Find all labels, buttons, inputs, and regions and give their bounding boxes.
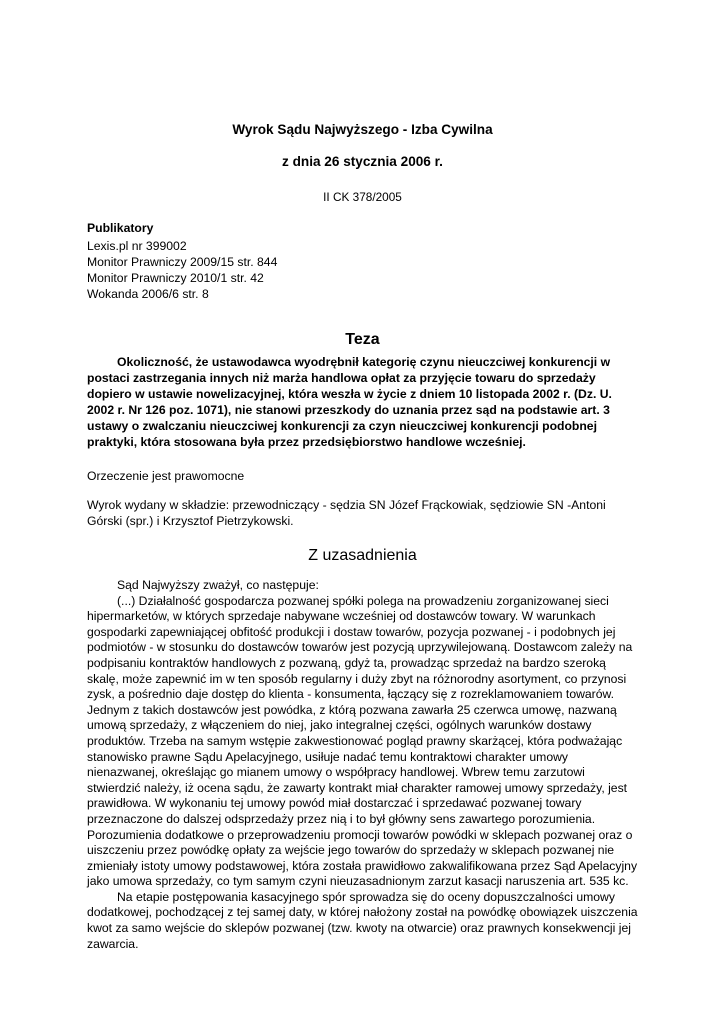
uzasadnienie-line: hipermarketów, w których sprzedaje nabywane wcześniej od dostawców towary. W warunkach xyxy=(87,609,596,624)
uzasadnienie-line: podmiotów - w stosunku do dostawców towarów jest pozycją uprzywilejowaną. Dostawcom zależy na xyxy=(87,640,633,655)
uzasadnienie-line: (...) Działalność gospodarcza pozwanej spółki polega na prowadzeniu zorganizowanej sieci xyxy=(117,593,609,608)
uzasadnienie-line: zmieniały istoty umowy podstawowej, która została prawidłowo zakwalifikowana przez Sąd Apelacyjny xyxy=(87,858,638,873)
teza-line: praktyki, która stosowana była przez przedsiębiorstwo handlowe wcześniej. xyxy=(87,435,526,449)
uzasadnienie-line: gospodarki zapewniającej obfitość produkcji i dostaw towarów, pozycja pozwanej - i podobnych jej xyxy=(87,624,616,639)
publikator-item: Lexis.pl nr 399002 xyxy=(87,239,187,253)
case-number: II CK 378/2005 xyxy=(323,190,402,204)
teza-line: 2002 r. Nr 126 poz. 1071), nie stanowi przeszkody do uznania przez sąd na podstawie art. 3 xyxy=(87,403,610,417)
publikatory-section xyxy=(87,220,647,302)
uzasadnienie-line: Na etapie postępowania kasacyjnego spór sprowadza się do oceny dopuszczalności umowy xyxy=(117,889,615,904)
uzasadnienie-line: kwot za samo wejście do sklepów pozwanej (tzw. kwoty na otwarcie) oraz prawnych konsekwencji jej xyxy=(87,921,631,936)
uzasadnienie-line: jako umowa sprzedaży, co tym samym czyni nieuzasadnionym zarzut kasacji naruszenia art. 535 kc. xyxy=(87,874,629,889)
sklad-section xyxy=(87,497,647,529)
uzasadnienie-line: przeznaczone do dalszej odsprzedaży przez nią i to był główny sens zawartego porozumienia. xyxy=(87,811,596,826)
uzasadnienie-line: produktów. Trzeba na samym wstępie zakwestionować pogląd prawny skarżącej, która podważając xyxy=(87,733,623,748)
publikatory-heading: Publikatory xyxy=(87,221,154,235)
orzeczenie-status: Orzeczenie jest prawomocne xyxy=(87,469,245,483)
document-date: z dnia 26 stycznia 2006 r. xyxy=(282,154,443,169)
teza-line: Okoliczność, że ustawodawca wyodrębnił kategorię czynu nieuczciwej konkurencji w xyxy=(117,355,611,369)
uzasadnienie-line: zawarcia. xyxy=(87,936,139,951)
uzasadnienie-line: umową sprzedaży, z włączeniem do niej, jako integralnej części, ogólnych warunków dostawy xyxy=(87,718,592,733)
publikator-item: Wokanda 2006/6 str. 8 xyxy=(87,287,209,301)
uzasadnienie-line: prawidłowa. W wykonaniu tej umowy powód miał dostarczać i sprzedawać pozwanej towary xyxy=(87,796,582,811)
uzasadnienie-text xyxy=(87,578,657,952)
document-title: Wyrok Sądu Najwyższego - Izba Cywilna xyxy=(232,122,493,137)
teza-heading: Teza xyxy=(345,331,380,348)
uzasadnienie-line: stwierdzić należy, iż ocena sądu, że zawarty kontrakt miał charakter ramowej umowy sprzedaży, jest xyxy=(87,780,628,795)
uzasadnienie-line: zysk, a pośrednio daje dostęp do klienta - konsumenta, łączący się z rozreklamowaniem towarów. xyxy=(87,687,615,702)
uzasadnienie-line: stanowisko prawne Sądu Apelacyjnego, usiłuje nadać temu kontraktowi charakter umowy xyxy=(87,749,568,764)
uzasadnienie-heading: Z uzasadnienia xyxy=(308,547,417,564)
uzasadnienie-line: Porozumienia dodatkowe o przeprowadzeniu promocji towarów powódki w sklepach pozwanej oraz o xyxy=(87,827,633,842)
teza-line: postaci zastrzegania innych niż marża handlowa opłat za przyjęcie towaru do sprzedaży xyxy=(87,371,596,385)
sklad-line: Górski (spr.) i Krzysztof Pietrzykowski. xyxy=(87,514,294,528)
uzasadnienie-line: podpisaniu kontraktów handlowych z pozwaną, gdyż ta, prowadząc sprzedaż na bardzo szeroką xyxy=(87,655,606,670)
uzasadnienie-line: skalę, może zapewnić im w ten sposób regularny i duży zbyt na różnorodny asortyment, co przynosi xyxy=(87,671,627,686)
publikator-item: Monitor Prawniczy 2009/15 str. 844 xyxy=(87,255,278,269)
uzasadnienie-line: dodatkowej, pochodzącej z tej samej daty, w której nałożony został na powódkę obowiązek uiszczenia xyxy=(87,905,638,920)
uzasadnienie-line: uiszczeniu przez powódkę opłaty za wejście jego towarów do sprzedaży w sklepach pozwanej nie xyxy=(87,843,615,858)
sklad-line: Wyrok wydany w składzie: przewodniczący - sędzia SN Józef Frąckowiak, sędziowie SN -Antoni xyxy=(87,498,606,512)
teza-text xyxy=(87,354,657,450)
uzasadnienie-line: Jednym z takich dostawców jest powódka, z którą pozwana zawarła 25 czerwca umowę, nazwaną xyxy=(87,702,617,717)
uzasadnienie-line: Sąd Najwyższy zważył, co następuje: xyxy=(117,578,319,592)
teza-line: dopiero w ustawie nowelizacyjnej, która weszła w życie z dniem 10 listopada 2002 r. (Dz. U. xyxy=(87,387,612,401)
teza-line: ustawy o zwalczaniu nieuczciwej konkurencji za czyn nieuczciwej konkurencji podobnej xyxy=(87,419,597,433)
publikator-item: Monitor Prawniczy 2010/1 str. 42 xyxy=(87,271,264,285)
uzasadnienie-line: nienazwanej, określając go mianem umowy o współpracy handlowej. Wbrew temu zarzutowi xyxy=(87,765,585,780)
